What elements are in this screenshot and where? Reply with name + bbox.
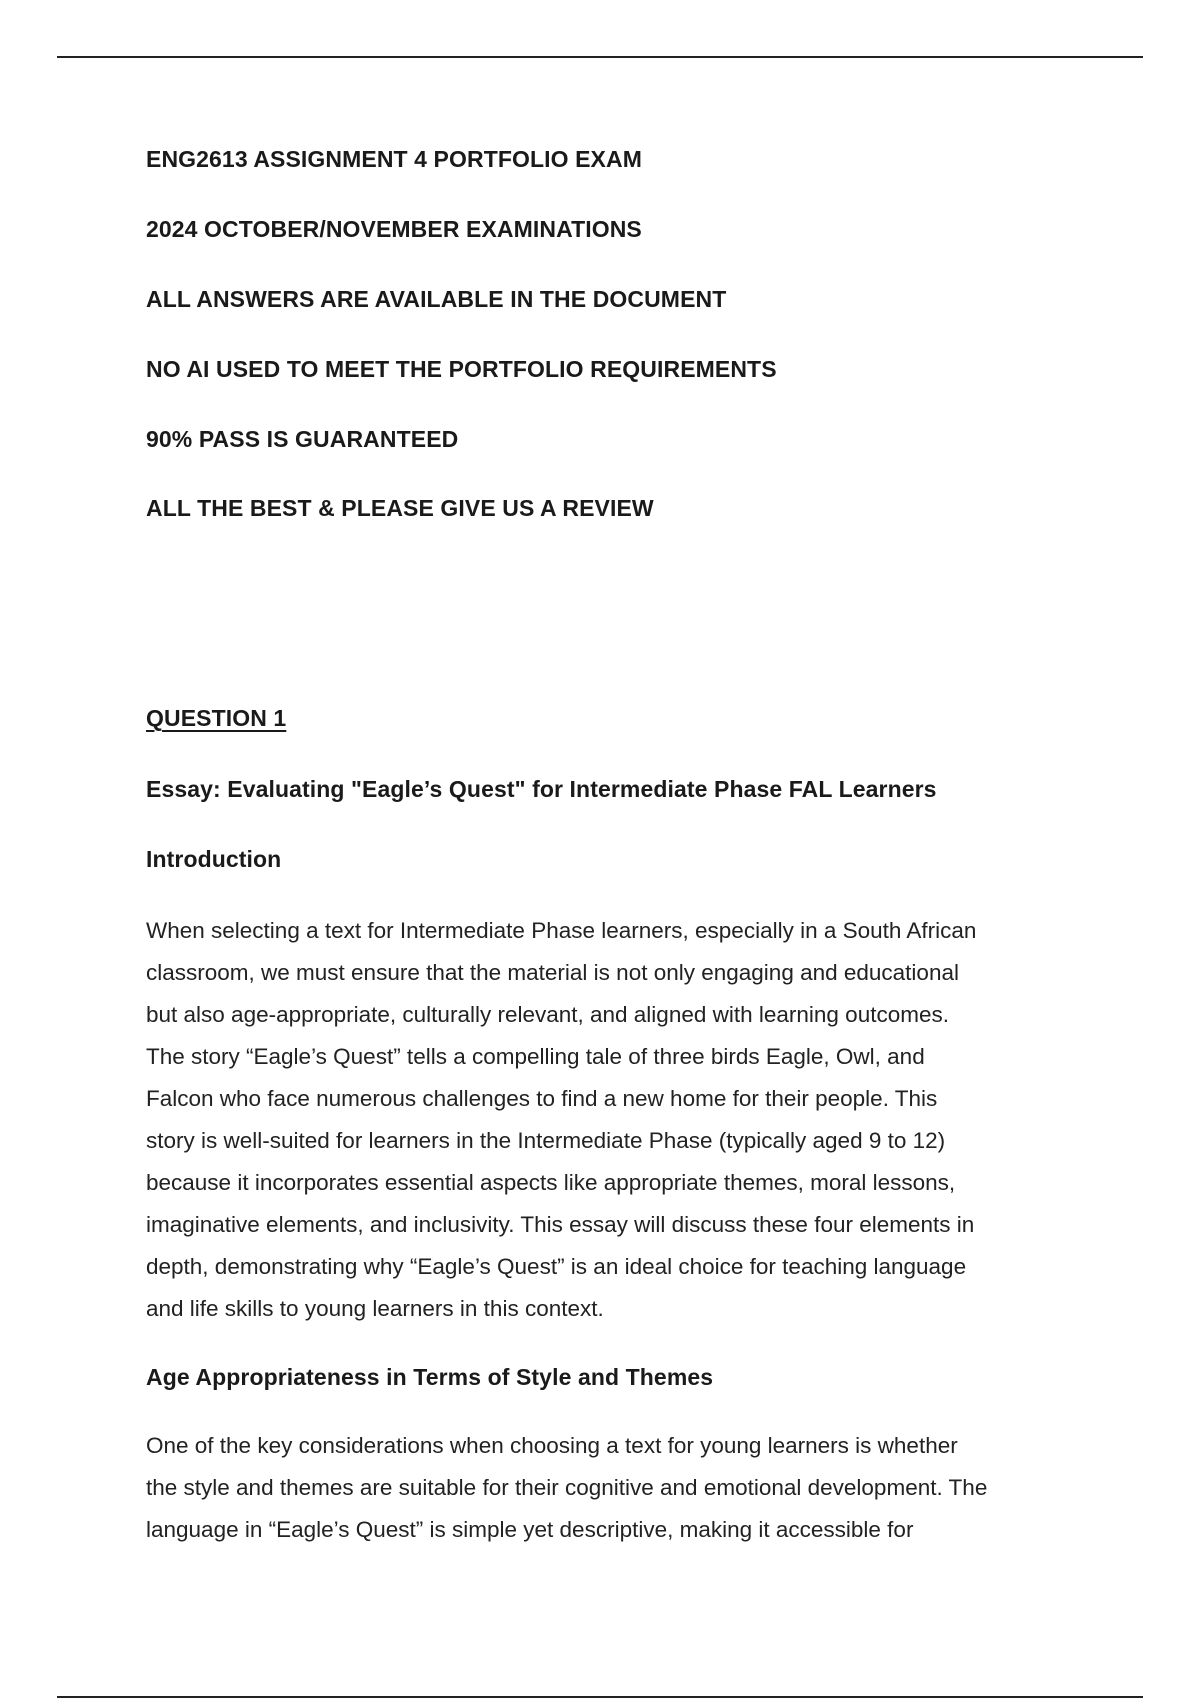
header-line-course: ENG2613 ASSIGNMENT 4 PORTFOLIO EXAM (146, 146, 642, 172)
introduction-paragraph (146, 910, 1066, 1330)
question-title: QUESTION 1 (146, 705, 287, 731)
paragraph-line: depth, demonstrating why “Eagle’s Quest” is an ideal choice for teaching language (146, 1254, 967, 1279)
header-line-exam-period: 2024 OCTOBER/NOVEMBER EXAMINATIONS (146, 216, 642, 242)
paragraph-line: Falcon who face numerous challenges to find a new home for their people. This (146, 1086, 938, 1111)
essay-title: Essay: Evaluating "Eagle’s Quest" for Intermediate Phase FAL Learners (146, 776, 937, 802)
paragraph-line: imaginative elements, and inclusivity. This essay will discuss these four elements in (146, 1212, 975, 1237)
header-line-answers: ALL ANSWERS ARE AVAILABLE IN THE DOCUMENT (146, 286, 727, 312)
paragraph-line: classroom, we must ensure that the material is not only engaging and educational (146, 960, 959, 985)
top-divider (57, 56, 1143, 58)
paragraph-line: the style and themes are suitable for their cognitive and emotional development. The (146, 1475, 988, 1500)
paragraph-line: and life skills to young learners in this context. (146, 1296, 604, 1321)
section-heading-age-appropriateness: Age Appropriateness in Terms of Style and Themes (146, 1364, 714, 1390)
header-line-pass: 90% PASS IS GUARANTEED (146, 426, 459, 452)
paragraph-line: but also age-appropriate, culturally relevant, and aligned with learning outcomes. (146, 1002, 949, 1027)
introduction-heading: Introduction (146, 846, 282, 872)
paragraph-line: The story “Eagle’s Quest” tells a compelling tale of three birds Eagle, Owl, and (146, 1044, 925, 1069)
paragraph-line: story is well-suited for learners in the Intermediate Phase (typically aged 9 to 12) (146, 1128, 946, 1153)
age-appropriateness-paragraph (146, 1425, 1066, 1551)
paragraph-line: because it incorporates essential aspects like appropriate themes, moral lessons, (146, 1170, 956, 1195)
paragraph-line: When selecting a text for Intermediate Phase learners, especially in a South African (146, 918, 977, 943)
paragraph-line: One of the key considerations when choosing a text for young learners is whether (146, 1433, 958, 1458)
header-line-review: ALL THE BEST & PLEASE GIVE US A REVIEW (146, 495, 654, 521)
header-line-no-ai: NO AI USED TO MEET THE PORTFOLIO REQUIREMENTS (146, 356, 777, 382)
paragraph-line: language in “Eagle’s Quest” is simple yet descriptive, making it accessible for (146, 1517, 914, 1542)
bottom-divider (57, 1696, 1143, 1698)
